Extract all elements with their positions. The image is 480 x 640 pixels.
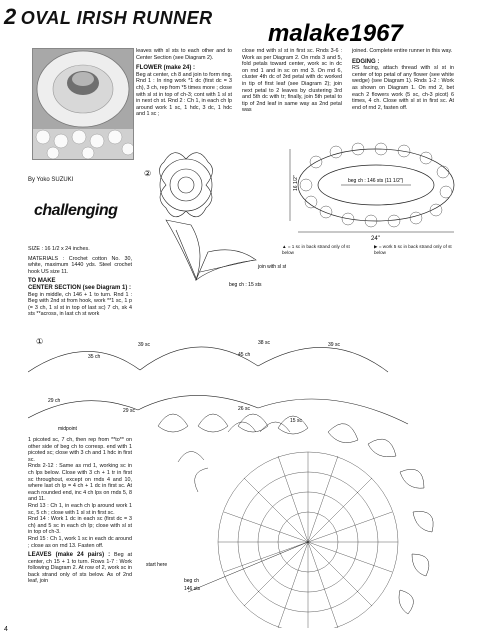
width-label: 24"	[371, 236, 380, 242]
count-29ch: 29 ch	[48, 398, 61, 404]
edging-text: RS facing, attach thread with sl st in center of top petal of any flower (see white wedge) (see Diagram 1). Rnds 1-2 : Work as shown on Diagram 1. On rnd 2, bet each 2 flowers work (5 sc, ch-3 picot) 6 times, 4 ch. Close with sl st in first sc. At end of rnd 2, fasten off.	[352, 65, 454, 111]
center-section-heading: CENTER SECTION (see Diagram 1) :	[28, 284, 132, 291]
rnd1-end-text: 1 picoted sc, 7 ch, then rep from **to** on other side of beg ch to corresp. end with 1 picoted sc; close with 3 ch and 1 hdc in first sc.	[28, 437, 132, 463]
legend-sc	[282, 244, 362, 256]
rnd14-text: Rnd 14 : Work 1 dc in each sc (first dc = 3 ch) and 5 sc in each ch lp; close with sl st in top of ch-3.	[28, 516, 132, 536]
height-label: 16 1/2"	[293, 175, 299, 191]
count-35ch: 35 ch	[88, 354, 101, 360]
join-sl-label: join with sl st	[258, 264, 286, 270]
center-section-text: Beg in middle, ch 146 + 1 to turn. Rnd 1 : Beg with 2nd st from hook, work **1 sc, 1 p (= 3 ch, 1 sl st in top of last sc) 7 ch, sk 4 sts **across, in last ch st work	[28, 291, 132, 318]
count-29sc: 29 sc	[123, 408, 135, 414]
legend-wedge	[374, 244, 464, 256]
legend-wedge-text: = work 5 sc in back strand only of st below	[374, 244, 452, 255]
author-byline: By Yoko SUZUKI	[28, 177, 74, 183]
count-39sc-right: 39 sc	[328, 342, 340, 348]
watermark: malake1967	[268, 20, 403, 47]
page-number: 4	[4, 626, 8, 633]
edging-heading: EDGING :	[352, 58, 380, 65]
leaf-motif-pair	[166, 220, 256, 280]
start-here-label: start here	[146, 562, 168, 568]
to-make-heading: TO MAKE	[28, 278, 56, 285]
count-38sc: 38 sc	[258, 340, 270, 346]
edging-arcs	[28, 347, 408, 424]
legend-wedge-symbol: ▶	[374, 244, 379, 249]
count-45ch: 45 ch	[238, 352, 251, 358]
beg-ch-label: beg ch	[184, 578, 200, 584]
size-text: SIZE : 16 1/2 x 24 inches.	[28, 246, 90, 252]
midpoint-label: midpoint	[58, 426, 77, 432]
flower-text: Beg at center, ch 8 and join to form ring. Rnd 1 : In ring work *1 dc (first dc = 3 ch), 3 ch, rep from *5 times more ; close with sl st in top of ch-3; cont with 1 sl st in next ch st. Rnd 2 : Ch 1, in each ch lp around work 1 sc, 1 hdc, 3 dc, 1 hdc and 1 sc ;	[136, 71, 232, 118]
center-fan	[218, 452, 398, 628]
flower-heading: FLOWER (make 24) :	[136, 65, 196, 72]
diagram-2-label: ②	[144, 169, 152, 178]
flower-motif	[159, 153, 212, 217]
beg-ch-small-label: beg ch : 15 sts	[229, 282, 262, 288]
diagram-2	[136, 140, 286, 310]
rounds-text: close rnd with sl st in first sc. Rnds 3-6 : Work as per Diagram 2. On rnds 3 and 5, fold petals toward center, work sc in dc on rnd 1 and in sc on rnd 3. On rnd 6, cluster 4th dc of 3rd petal with dc worked in tip of first leaf (see Diagram 2); join next petal to 2 leaves by clustering 3rd and 5th dc with tr; finally, join 5th petal to tip of 2nd leaf in same way as 2nd petal was	[242, 48, 342, 114]
leaves-join-text: leaves with sl sts to each other and to Center Section (see Diagram 2).	[136, 48, 232, 61]
diagram-1-label: ①	[36, 337, 44, 346]
page-title	[4, 4, 213, 30]
rnd13-text: Rnd 13 : Ch 1, in each ch lp around work 1 sc, 5 ch ; close with 1 sl st in first sc.	[28, 502, 132, 516]
edging-intro-text: joined. Complete entire runner in this way.	[352, 48, 453, 54]
legend-sc-symbol: ▲	[282, 244, 288, 249]
petal-ring	[178, 422, 290, 492]
diagram-1	[28, 332, 468, 628]
beg-ch-oval-label: beg ch : 146 sts (11 1/2")	[348, 178, 404, 184]
difficulty-logo: challenging	[34, 202, 118, 219]
count-39sc-top: 39 sc	[138, 342, 150, 348]
materials-block	[28, 246, 132, 318]
runner-photo-art	[33, 49, 133, 159]
materials-text: MATERIALS : Crochet cotton No. 30, white, maximum 1440 yds. Steel crochet hook US size 11.	[28, 255, 132, 275]
leaves-heading: LEAVES (make 24 pairs) :	[28, 552, 111, 559]
count-26sc: 26 sc	[238, 406, 250, 412]
legend-sc-text: = 1 sc in back strand only of st below	[282, 244, 350, 255]
runner-photo	[32, 48, 134, 160]
leaves-text: Beg at center, ch 15 + 1 to turn. Rows 1-7 : Work following Diagram 2. At row of 2, work sc in back strand only of sts below. As of 2nd leaf, join	[28, 552, 132, 585]
count-15sc: 15 sc	[290, 418, 302, 424]
beg-ch-146-label: 146 sts	[184, 586, 201, 592]
rounds-block	[242, 48, 342, 114]
pattern-number: 2	[4, 4, 17, 29]
rnd15-text: Rnd 15 : Ch 1, work 1 sc in each dc around ; close as on rnd 13. Fasten off.	[28, 535, 132, 549]
leaf-row	[158, 414, 433, 614]
rnds-2-12-text: Rnds 2-12 : Same as rnd 1, working sc in ch lps below. Close with 3 ch + 1 tr in first sc throughout, except on rnds 4 and 10, where last ch lp = 4 ch + 1 dc in first sc. At each rounded end, inc 4 ch lps on rnds 5, 8 and 11.	[28, 463, 132, 503]
edging-block	[352, 48, 454, 111]
pattern-title: OVAL IRISH RUNNER	[20, 8, 213, 28]
flower-block	[136, 48, 232, 118]
